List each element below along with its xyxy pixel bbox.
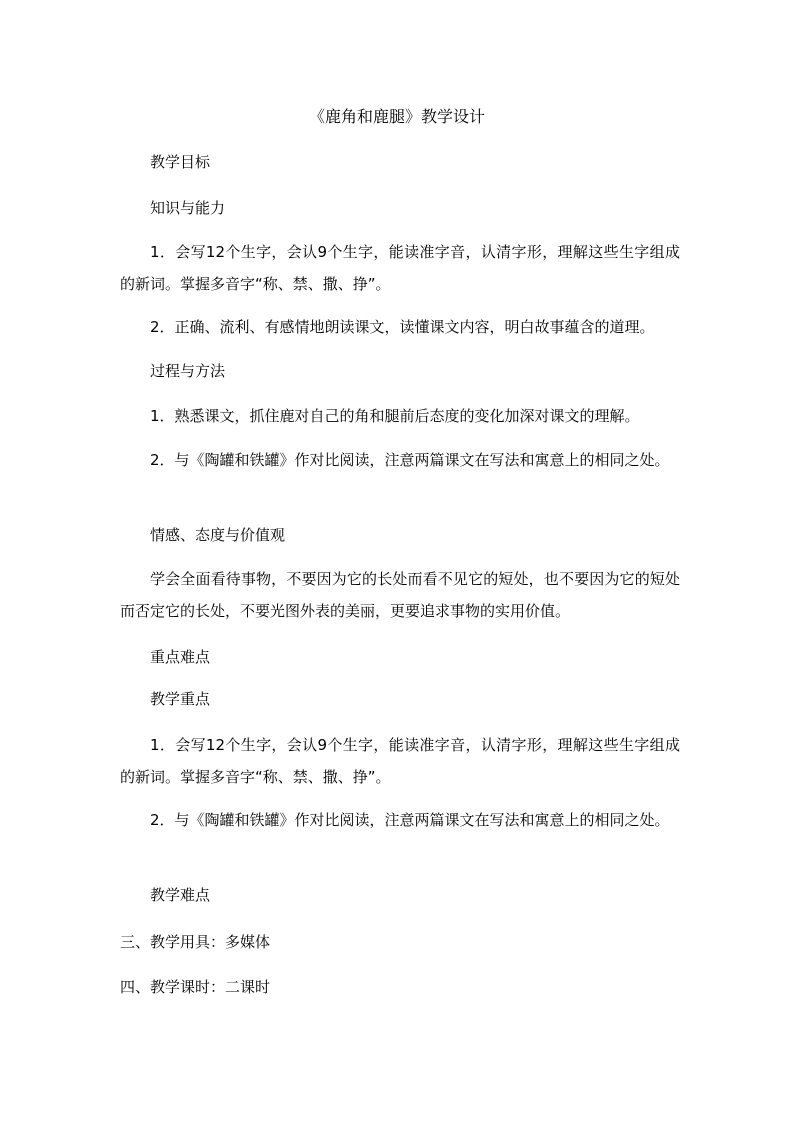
knowledge-item-2: 2．正确、流利、有感情地朗读课文，读懂课文内容，明白故事蕴含的道理。 [150,318,655,336]
document-title: 《鹿角和鹿腿》教学设计 [308,107,485,126]
section-teaching-tools: 三、教学用具：多媒体 [120,933,271,951]
section-heading-key-points: 重点难点 [150,648,211,666]
section-teaching-periods: 四、教学课时：二课时 [120,978,271,996]
process-item-1: 1．熟悉课文，抓住鹿对自己的角和腿前后态度的变化加深对课文的理解。 [150,407,640,425]
subheading-teaching-focus: 教学重点 [150,690,211,708]
subheading-emotion-values: 情感、态度与价值观 [150,526,286,544]
focus-item-1: 1．会写12个生字，会认9个生字，能读准字音，认清字形，理解这些生字组成的新词。掌握多音字“称、禁、撒、挣”。 [120,736,680,786]
subheading-process-method: 过程与方法 [150,362,226,380]
section-heading-teaching-goals: 教学目标 [150,153,211,171]
subheading-teaching-difficulty: 教学难点 [150,886,211,904]
subheading-knowledge-ability: 知识与能力 [150,199,226,217]
focus-item-2: 2．与《陶罐和铁罐》作对比阅读，注意两篇课文在写法和寓意上的相同之处。 [150,811,670,829]
process-item-2: 2．与《陶罐和铁罐》作对比阅读，注意两篇课文在写法和寓意上的相同之处。 [150,451,670,469]
knowledge-item-1: 1．会写12个生字，会认9个生字，能读准字音，认清字形，理解这些生字组成的新词。掌握多音字“称、禁、撒、挣”。 [120,243,680,293]
emotion-text: 学会全面看待事物，不要因为它的长处而看不见它的短处，也不要因为它的短处而否定它的长处，不要光图外表的美丽，更要追求事物的实用价值。 [120,570,680,620]
